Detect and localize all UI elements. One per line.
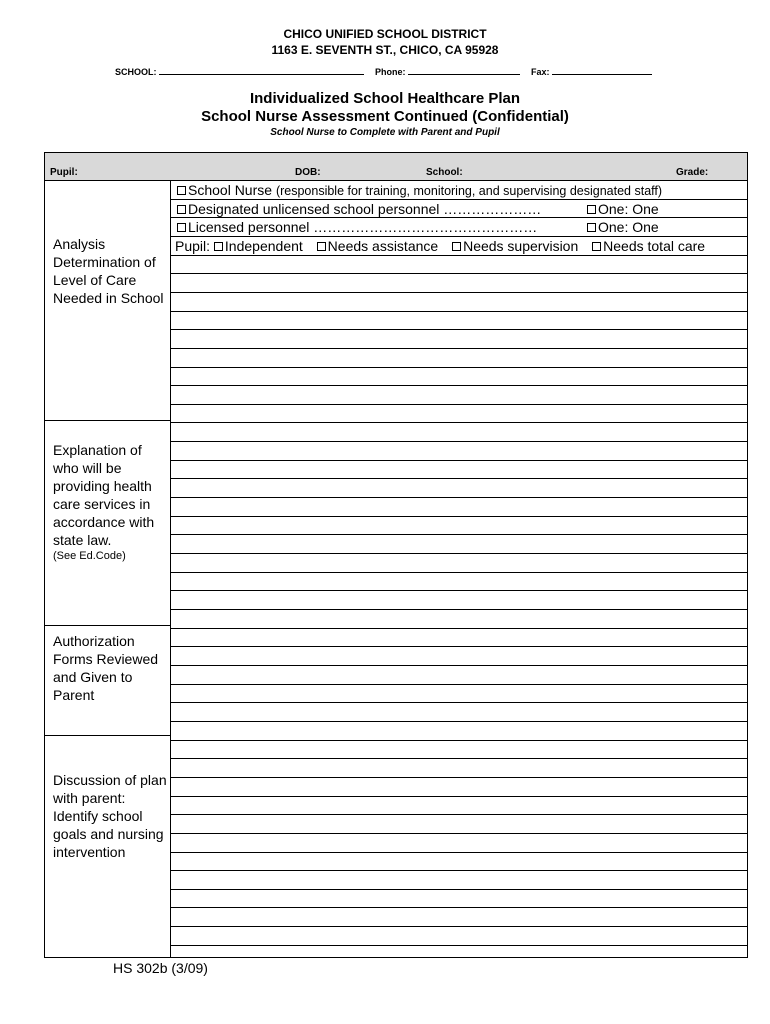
entry-line[interactable]: [171, 610, 747, 629]
needs-total-care-checkbox[interactable]: [592, 242, 601, 251]
unlicensed-one-to-one-option: [587, 200, 659, 218]
grade-label: Grade:: [676, 167, 709, 178]
entry-line[interactable]: [171, 703, 747, 722]
section-providers-text: [53, 441, 171, 563]
entry-line[interactable]: [171, 927, 747, 946]
independent-checkbox[interactable]: [214, 242, 223, 251]
section-authorization: [45, 626, 170, 736]
section-discussion: [45, 736, 170, 957]
section-labels-column: [45, 181, 171, 957]
form-title: Individualized School Healthcare Plan: [249, 90, 521, 107]
needs-assistance-checkbox[interactable]: [317, 242, 326, 251]
section-level-of-care-label: Analysis Determination of Level of Care Needed in School: [53, 236, 164, 306]
needs-assistance-label: Needs assistance: [327, 237, 439, 254]
entry-line[interactable]: [171, 741, 747, 760]
school-field[interactable]: [115, 66, 364, 77]
phone-label: Phone:: [375, 67, 406, 77]
district-address: 1163 E. SEVENTH ST., CHICO, CA 95928: [271, 43, 499, 57]
school-nurse-label: School Nurse: [188, 182, 273, 198]
licensed-personnel-checkbox[interactable]: [177, 223, 186, 232]
option-row-licensed: [171, 218, 747, 237]
pupil-care-label: Pupil:: [175, 237, 211, 254]
entry-line[interactable]: [171, 629, 747, 648]
entry-line[interactable]: [171, 498, 747, 517]
unlicensed-one-to-one-checkbox[interactable]: [587, 205, 596, 214]
option-row-school-nurse: [171, 181, 747, 200]
entry-lines-column: [171, 181, 747, 957]
unlicensed-personnel-label: Designated unlicensed school personnel …………………: [188, 200, 542, 217]
needs-supervision-label: Needs supervision: [463, 237, 579, 254]
entry-line[interactable]: [171, 573, 747, 592]
entry-line[interactable]: [171, 293, 747, 312]
school-info-label: School:: [426, 167, 463, 178]
entry-line[interactable]: [171, 312, 747, 331]
entry-line[interactable]: [171, 424, 747, 443]
fax-blank[interactable]: [552, 66, 652, 75]
section-providers: [45, 421, 170, 626]
entry-line[interactable]: [171, 890, 747, 909]
school-blank[interactable]: [159, 66, 364, 75]
entry-line[interactable]: [171, 591, 747, 610]
phone-blank[interactable]: [408, 66, 520, 75]
entry-line[interactable]: [171, 685, 747, 704]
entry-line[interactable]: [171, 330, 747, 349]
entry-line[interactable]: [171, 778, 747, 797]
licensed-one-to-one-checkbox[interactable]: [587, 223, 596, 232]
licensed-personnel-label: Licensed personnel …………………………………………: [188, 219, 538, 236]
assessment-form: [44, 152, 748, 958]
section-level-of-care: [45, 181, 170, 421]
entry-line[interactable]: [171, 368, 747, 387]
needs-supervision-checkbox[interactable]: [452, 242, 461, 251]
unlicensed-one-to-one-label: One: One: [598, 200, 659, 217]
entry-line[interactable]: [171, 909, 747, 928]
form-instructions: School Nurse to Complete with Parent and Pupil: [270, 127, 500, 138]
pupil-info-bar: [45, 153, 747, 181]
section-authorization-label: Authorization Forms Reviewed and Given to Parent: [53, 633, 159, 703]
phone-field[interactable]: [375, 66, 520, 77]
entry-line[interactable]: [171, 815, 747, 834]
entry-line[interactable]: [171, 853, 747, 872]
district-name: CHICO UNIFIED SCHOOL DISTRICT: [283, 27, 487, 41]
section-providers-note: (See Ed.Code): [53, 550, 126, 562]
school-nurse-description: (responsible for training, monitoring, and supervising designated staff): [275, 184, 663, 198]
entry-line[interactable]: [171, 871, 747, 890]
entry-line[interactable]: [171, 759, 747, 778]
entry-line[interactable]: [171, 797, 747, 816]
school-nurse-checkbox[interactable]: [177, 186, 186, 195]
section-providers-label: Explanation of who will be providing health care services in accordance with state law.: [53, 442, 155, 548]
entry-line[interactable]: [171, 274, 747, 293]
entry-line[interactable]: [171, 405, 747, 424]
dob-label: DOB:: [295, 167, 321, 178]
form-subtitle: School Nurse Assessment Continued (Confidential): [201, 108, 569, 125]
independent-label: Independent: [224, 237, 303, 254]
option-row-pupil: [171, 237, 747, 256]
unlicensed-personnel-checkbox[interactable]: [177, 205, 186, 214]
entry-line[interactable]: [171, 946, 747, 965]
entry-line[interactable]: [171, 442, 747, 461]
licensed-one-to-one-option: [587, 218, 659, 236]
entry-line[interactable]: [171, 386, 747, 405]
entry-line[interactable]: [171, 647, 747, 666]
option-row-unlicensed: [171, 200, 747, 219]
entry-line[interactable]: [171, 535, 747, 554]
pupil-label: Pupil:: [50, 167, 78, 178]
fax-label: Fax:: [531, 67, 550, 77]
section-discussion-label: Discussion of plan with parent: Identify school goals and nursing intervention: [53, 772, 167, 860]
fax-field[interactable]: [531, 66, 652, 77]
form-code: HS 302b (3/09): [113, 960, 208, 976]
entry-line[interactable]: [171, 666, 747, 685]
entry-line[interactable]: [171, 349, 747, 368]
entry-line[interactable]: [171, 517, 747, 536]
entry-line[interactable]: [171, 256, 747, 275]
school-label: SCHOOL:: [115, 67, 157, 77]
entry-line[interactable]: [171, 479, 747, 498]
licensed-one-to-one-label: One: One: [598, 219, 659, 236]
entry-line[interactable]: [171, 554, 747, 573]
entry-line[interactable]: [171, 461, 747, 480]
needs-total-care-label: Needs total care: [603, 237, 706, 254]
entry-line[interactable]: [171, 722, 747, 741]
entry-line[interactable]: [171, 834, 747, 853]
